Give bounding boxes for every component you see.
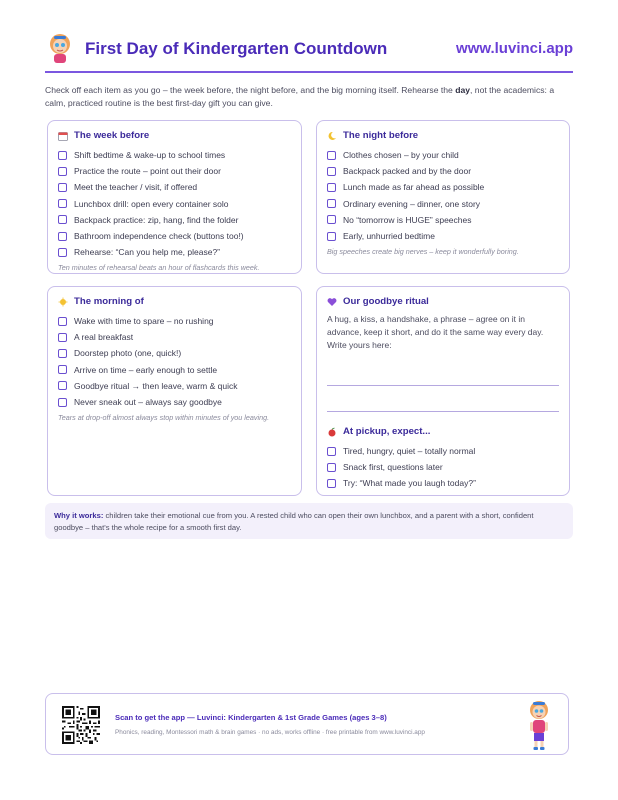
list-item[interactable] — [327, 179, 559, 195]
list-item[interactable] — [58, 345, 291, 361]
list-item[interactable] — [327, 196, 559, 212]
list-item[interactable] — [58, 228, 291, 244]
night-before-note: Big speeches create big nerves – keep it wonderfully boring. — [327, 247, 519, 257]
week-before-card — [47, 120, 302, 274]
item-label: Never sneak out – always say goodbye — [74, 397, 222, 408]
apple-icon — [327, 427, 337, 437]
checkbox[interactable] — [58, 398, 67, 407]
item-label: Lunch made as far ahead as possible — [343, 182, 485, 193]
why-text: children take their emotional cue from you. A rested child who can open their own lunchbox, and a parent with a short, confident goodbye – that's the whole recipe for a smooth first day. — [54, 511, 534, 532]
item-label: Bathroom independence check (buttons too!) — [74, 231, 244, 242]
intro-bold: day — [455, 85, 471, 95]
item-label: Arrive on time – early enough to settle — [74, 364, 218, 375]
why-it-works-box — [45, 503, 573, 539]
item-label: Clothes chosen – by your child — [343, 150, 459, 161]
item-label: Wake with time to spare – no rushing — [74, 316, 214, 327]
checkbox[interactable] — [58, 333, 67, 342]
item-label: No “tomorrow is HUGE” speeches — [343, 214, 472, 225]
footer-subtitle: Phonics, reading, Montessori math & brain games · no ads, works offline · free printable from www.luvinci.app — [115, 729, 425, 736]
checkbox[interactable] — [327, 183, 336, 192]
checkbox[interactable] — [58, 349, 67, 358]
checkbox[interactable] — [327, 167, 336, 176]
list-item[interactable] — [58, 378, 291, 394]
night-before-title — [327, 130, 559, 141]
morning-of-title — [58, 296, 291, 307]
list-item[interactable] — [327, 147, 559, 163]
item-label: Practice the route – point out their door — [74, 166, 221, 177]
checkbox[interactable] — [58, 151, 67, 160]
girl-mascot-icon — [524, 699, 554, 751]
site-url[interactable]: www.luvinci.app — [456, 40, 573, 57]
week-before-list — [58, 147, 291, 260]
intro-part-2: , not the academics: a calm, practiced routine is the best first-day gift you can give. — [45, 85, 555, 108]
why-label: Why it works: — [54, 511, 104, 520]
item-label: Shift bedtime & wake-up to school times — [74, 150, 226, 161]
week-before-title — [58, 130, 291, 141]
list-item[interactable] — [58, 362, 291, 378]
crescent-moon-icon — [327, 131, 337, 141]
item-label: Snack first, questions later — [343, 462, 443, 473]
checkbox[interactable] — [58, 365, 67, 374]
morning-of-card — [47, 286, 302, 496]
morning-of-title-text: The morning of — [74, 296, 144, 307]
pickup-title-text: At pickup, expect... — [343, 426, 431, 437]
item-label: Try: “What made you laugh today?” — [343, 478, 476, 489]
girl-mascot-icon — [45, 32, 75, 64]
checkbox[interactable] — [327, 463, 336, 472]
list-item[interactable] — [327, 212, 559, 228]
pickup-list — [327, 443, 559, 492]
checkbox[interactable] — [58, 215, 67, 224]
page-title: First Day of Kindergarten Countdown — [85, 39, 388, 58]
item-label: Early, unhurried bedtime — [343, 231, 435, 242]
item-label: Backpack practice: zip, hang, find the folder — [74, 214, 239, 225]
item-label: A real breakfast — [74, 332, 134, 343]
checkbox[interactable] — [58, 183, 67, 192]
item-label: Tired, hungry, quiet – totally normal — [343, 446, 476, 457]
checkbox[interactable] — [327, 232, 336, 241]
list-item[interactable] — [58, 196, 291, 212]
list-item[interactable] — [327, 443, 559, 459]
pickup-title — [327, 426, 559, 437]
checkbox[interactable] — [58, 199, 67, 208]
goodbye-ritual-text: A hug, a kiss, a handshake, a phrase – agree on it in advance, keep it short, and do it the same way every day. Write yours here: — [327, 314, 544, 350]
write-line[interactable] — [327, 411, 559, 412]
item-label: Doorstep photo (one, quick!) — [74, 348, 182, 359]
checkbox[interactable] — [327, 199, 336, 208]
item-label: Rehearse: “Can you help me, please?” — [74, 247, 220, 258]
list-item[interactable] — [327, 163, 559, 179]
week-before-title-text: The week before — [74, 130, 150, 141]
checkbox[interactable] — [327, 151, 336, 160]
morning-of-list — [58, 313, 291, 410]
app-promo-footer — [45, 693, 569, 755]
item-label: Goodbye ritual → then leave, warm & quick — [74, 380, 238, 391]
purple-heart-icon — [327, 297, 337, 307]
list-item[interactable] — [58, 147, 291, 163]
morning-of-note: Tears at drop-off almost always stop within minutes of you leaving. — [58, 413, 270, 423]
list-item[interactable] — [58, 244, 291, 260]
goodbye-ritual-title-text: Our goodbye ritual — [343, 296, 429, 307]
page-header — [45, 30, 573, 72]
write-line[interactable] — [327, 385, 559, 386]
item-label: Ordinary evening – dinner, one story — [343, 198, 481, 209]
item-label: Backpack packed and by the door — [343, 166, 472, 177]
list-item[interactable] — [58, 329, 291, 345]
item-label: Meet the teacher / visit, if offered — [74, 182, 198, 193]
checkbox[interactable] — [58, 248, 67, 257]
night-before-list — [327, 147, 559, 244]
list-item[interactable] — [58, 313, 291, 329]
list-item[interactable] — [327, 228, 559, 244]
goodbye-ritual-title — [327, 296, 559, 307]
checkbox[interactable] — [58, 232, 67, 241]
checkbox[interactable] — [327, 479, 336, 488]
week-before-note: Ten minutes of rehearsal beats an hour of flashcards this week. — [58, 263, 260, 273]
checkbox[interactable] — [327, 215, 336, 224]
intro-part-1: Check off each item as you go – the week before, the night before, and the big morning itself. Rehearse the — [45, 85, 456, 95]
list-item[interactable] — [58, 163, 291, 179]
goodbye-ritual-card — [316, 286, 570, 496]
list-item[interactable] — [58, 212, 291, 228]
sun-icon — [58, 297, 68, 307]
list-item[interactable] — [58, 394, 291, 410]
qr-code-icon[interactable] — [62, 706, 100, 744]
night-before-card — [316, 120, 570, 274]
item-label: Lunchbox drill: open every container solo — [74, 198, 229, 209]
intro-text — [45, 84, 573, 110]
checkbox[interactable] — [327, 447, 336, 456]
list-item[interactable] — [327, 459, 559, 475]
list-item[interactable] — [327, 475, 559, 491]
checkbox[interactable] — [58, 317, 67, 326]
header-divider — [45, 71, 573, 73]
footer-title: Scan to get the app — Luvinci: Kindergarten & 1st Grade Games (ages 3–8) — [115, 713, 387, 722]
night-before-title-text: The night before — [343, 130, 419, 141]
list-item[interactable] — [58, 179, 291, 195]
calendar-icon — [58, 131, 68, 141]
checkbox[interactable] — [58, 167, 67, 176]
checkbox[interactable] — [58, 381, 67, 390]
